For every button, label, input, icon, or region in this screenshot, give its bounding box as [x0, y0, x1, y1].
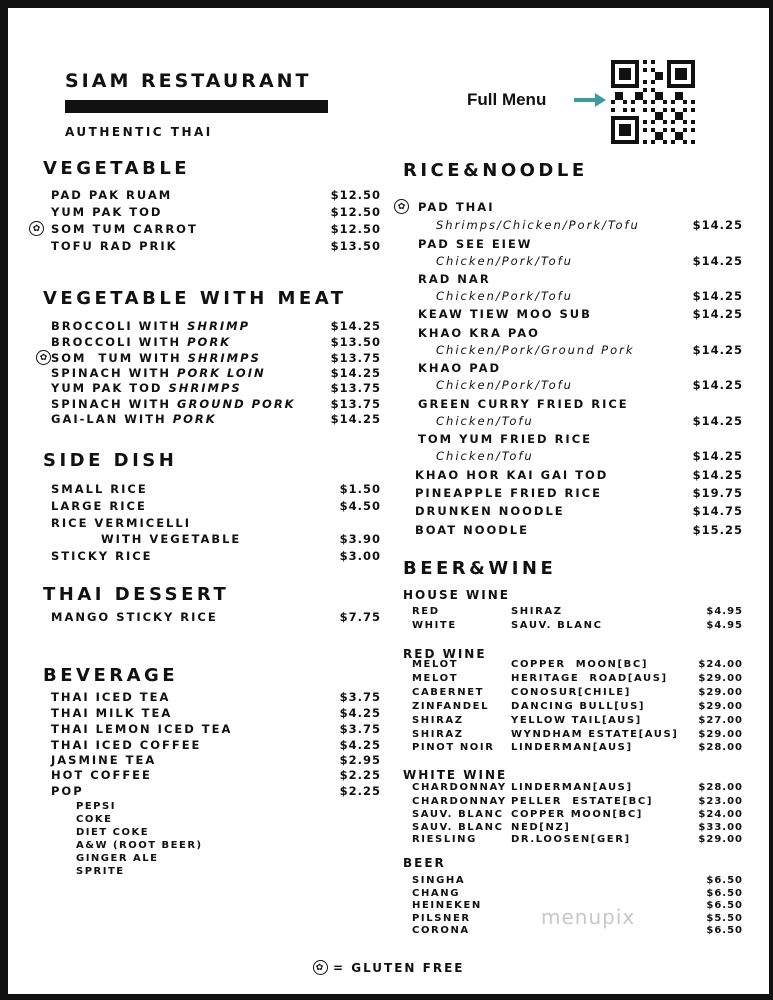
wine-variety: SAUV. BLANC [412, 822, 504, 833]
section-title-side-dish: SIDE DISH [43, 450, 178, 471]
wine-variety: PILSNER [412, 913, 471, 924]
wine-variety: CHARDONNAY [412, 782, 507, 793]
wine-price: $33.00 [698, 822, 743, 833]
gluten-free-icon: ✿ [313, 960, 328, 975]
wine-name: YELLOW TAIL[AUS] [511, 715, 642, 726]
item-name [51, 381, 242, 395]
item-base-name: YUM PAK TOD [51, 381, 169, 395]
item-base-name: BROCCOLI WITH [51, 335, 188, 349]
item-name: HOT COFFEE [51, 768, 152, 782]
item-base-name: SPINACH WITH [51, 366, 178, 380]
item-price: $14.25 [692, 378, 743, 392]
item-price: $14.25 [330, 366, 381, 380]
item-name: STICKY RICE [51, 549, 153, 563]
item-name: JASMINE TEA [51, 753, 157, 767]
qr-code-icon[interactable] [611, 60, 695, 144]
item-name [51, 412, 217, 426]
item-price: $13.50 [330, 239, 381, 253]
item-price: $2.25 [339, 784, 381, 798]
item-name: RICE VERMICELLI [51, 516, 191, 530]
item-name: WITH VEGETABLE [101, 532, 242, 546]
wine-variety: MELOT [412, 673, 459, 684]
section-title-rice-noodle: RICE&NOODLE [403, 160, 588, 181]
item-name: PAD SEE EIEW [418, 237, 533, 251]
item-price: $12.50 [330, 222, 381, 236]
item-price: $14.25 [330, 412, 381, 426]
item-meat: SHRIMPS [187, 351, 261, 365]
item-meat: PORK LOIN [177, 366, 266, 380]
item-options: Chicken/Pork/Tofu [436, 289, 573, 303]
item-meat: PORK [172, 412, 217, 426]
title-underline-bar [65, 100, 328, 113]
wine-price: $29.00 [698, 687, 743, 698]
item-options: Chicken/Pork/Tofu [436, 254, 573, 268]
wine-variety: PINOT NOIR [412, 742, 495, 753]
full-menu-link[interactable]: Full Menu [467, 90, 547, 109]
pop-option[interactable]: COKE [76, 814, 113, 825]
wine-price: $28.00 [698, 742, 743, 753]
item-price: $14.25 [692, 254, 743, 268]
wine-name: LINDERMAN[AUS] [511, 782, 633, 793]
item-name: PAD THAI [418, 200, 495, 214]
item-name: THAI ICED TEA [51, 690, 171, 704]
item-price: $7.75 [339, 610, 381, 624]
wine-name: COPPER MOON[BC] [511, 809, 643, 820]
item-name: YUM PAK TOD [51, 205, 163, 219]
wine-name: LINDERMAN[AUS] [511, 742, 633, 753]
wine-variety: CHARDONNAY [412, 796, 507, 807]
wine-price: $4.95 [706, 620, 743, 631]
wine-name: DANCING BULL[US] [511, 701, 646, 712]
item-name: POP [51, 784, 84, 798]
wine-variety: SAUV. BLANC [412, 809, 504, 820]
item-meat: PORK [187, 335, 232, 349]
item-base-name: SPINACH WITH [51, 397, 178, 411]
wine-variety: CABERNET [412, 687, 485, 698]
item-name: GREEN CURRY FRIED RICE [418, 397, 629, 411]
item-price: $1.50 [339, 482, 381, 496]
item-price: $14.25 [692, 414, 743, 428]
item-name: RAD NAR [418, 272, 491, 286]
item-name: THAI MILK TEA [51, 706, 173, 720]
wine-variety: ZINFANDEL [412, 701, 490, 712]
item-price: $14.25 [330, 319, 381, 333]
item-name: THAI ICED COFFEE [51, 738, 202, 752]
item-name: THAI LEMON ICED TEA [51, 722, 233, 736]
item-name: PINEAPPLE FRIED RICE [415, 486, 602, 500]
item-price: $14.25 [692, 218, 743, 232]
pop-option[interactable]: PEPSI [76, 801, 116, 812]
wine-price: $4.95 [706, 606, 743, 617]
item-options: Chicken/Tofu [436, 449, 534, 463]
red-wine-heading: RED WINE [403, 647, 487, 661]
item-price: $12.50 [330, 205, 381, 219]
house-wine-heading: HOUSE WINE [403, 588, 510, 602]
item-name [51, 319, 250, 333]
pop-option[interactable]: SPRITE [76, 866, 125, 877]
wine-name: CONOSUR[CHILE] [511, 687, 631, 698]
item-price: $4.25 [339, 738, 381, 752]
item-price: $4.50 [339, 499, 381, 513]
wine-price: $6.50 [706, 900, 743, 911]
restaurant-name: SIAM RESTAURANT [65, 70, 312, 92]
item-name: KEAW TIEW MOO SUB [418, 307, 592, 321]
wine-price: $23.00 [698, 796, 743, 807]
item-name: PAD PAK RUAM [51, 188, 173, 202]
wine-name: COPPER MOON[BC] [511, 659, 649, 670]
item-price: $13.50 [330, 335, 381, 349]
item-meat: SHRIMPS [168, 381, 242, 395]
section-title-vegetable-with-meat: VEGETABLE WITH MEAT [43, 288, 347, 309]
wine-name: NED[NZ] [511, 822, 571, 833]
item-name: LARGE RICE [51, 499, 147, 513]
pop-option[interactable]: DIET COKE [76, 827, 150, 838]
wine-name: SHIRAZ [511, 606, 563, 617]
item-name: SOM TUM CARROT [51, 222, 198, 236]
wine-price: $24.00 [698, 809, 743, 820]
item-name: KHAO KRA PAO [418, 326, 540, 340]
wine-variety: SHIRAZ [412, 715, 464, 726]
item-price: $13.75 [330, 381, 381, 395]
wine-name: PELLER ESTATE[BC] [511, 796, 653, 807]
arrow-right-icon [573, 92, 607, 108]
gluten-free-icon: ✿ [394, 199, 409, 214]
wine-price: $24.00 [698, 659, 743, 670]
item-price: $14.25 [692, 307, 743, 321]
item-price: $3.75 [339, 690, 381, 704]
item-price: $2.95 [339, 753, 381, 767]
wine-price: $5.50 [706, 913, 743, 924]
item-price: $15.25 [692, 523, 743, 537]
item-price: $19.75 [692, 486, 743, 500]
wine-price: $29.00 [698, 701, 743, 712]
item-name [51, 366, 266, 380]
item-name: TOFU RAD PRIK [51, 239, 178, 253]
wine-price: $28.00 [698, 782, 743, 793]
pop-option[interactable]: GINGER ALE [76, 853, 159, 864]
wine-name: HERITAGE ROAD[AUS] [511, 673, 668, 684]
item-options: Chicken/Pork/Ground Pork [436, 343, 635, 357]
item-price: $3.90 [339, 532, 381, 546]
item-price: $3.75 [339, 722, 381, 736]
item-base-name: BROCCOLI WITH [51, 319, 188, 333]
wine-variety: WHITE [412, 620, 457, 631]
item-options: Chicken/Pork/Tofu [436, 378, 573, 392]
section-title-thai-dessert: THAI DESSERT [43, 584, 230, 605]
wine-price: $6.50 [706, 875, 743, 886]
item-price: $14.75 [692, 504, 743, 518]
item-price: $2.25 [339, 768, 381, 782]
item-base-name: GAI-LAN WITH [51, 412, 173, 426]
item-name: TOM YUM FRIED RICE [418, 432, 593, 446]
item-price: $13.75 [330, 397, 381, 411]
item-price: $13.75 [330, 351, 381, 365]
item-name: BOAT NOODLE [415, 523, 529, 537]
gluten-free-icon: ✿ [36, 350, 51, 365]
wine-name: WYNDHAM ESTATE[AUS] [511, 729, 679, 740]
wine-variety: SHIRAZ [412, 729, 464, 740]
wine-price: $29.00 [698, 673, 743, 684]
item-base-name: SOM TUM WITH [51, 351, 188, 365]
wine-name: DR.LOOSEN[GER] [511, 834, 631, 845]
item-name [51, 351, 261, 365]
wine-price: $6.50 [706, 925, 743, 936]
item-options: Shrimps/Chicken/Pork/Tofu [436, 218, 640, 232]
wine-price: $29.00 [698, 729, 743, 740]
item-name: SMALL RICE [51, 482, 148, 496]
wine-variety: CHANG [412, 888, 461, 899]
tagline: AUTHENTIC THAI [65, 125, 213, 139]
item-meat: GROUND PORK [177, 397, 296, 411]
wine-variety: MELOT [412, 659, 459, 670]
wine-variety: CORONA [412, 925, 470, 936]
item-price: $12.50 [330, 188, 381, 202]
section-title-vegetable: VEGETABLE [43, 158, 191, 179]
item-price: $14.25 [692, 289, 743, 303]
item-price: $4.25 [339, 706, 381, 720]
wine-price: $27.00 [698, 715, 743, 726]
section-title-beer-wine: BEER&WINE [403, 558, 557, 579]
item-price: $3.00 [339, 549, 381, 563]
item-options: Chicken/Tofu [436, 414, 534, 428]
item-meat: SHRIMP [187, 319, 251, 333]
wine-price: $6.50 [706, 888, 743, 899]
pop-option[interactable]: A&W (ROOT BEER) [76, 840, 203, 851]
item-price: $14.25 [692, 468, 743, 482]
wine-name: SAUV. BLANC [511, 620, 603, 631]
wine-variety: SINGHA [412, 875, 466, 886]
watermark-logo: menupix [541, 905, 636, 929]
item-name: MANGO STICKY RICE [51, 610, 218, 624]
wine-price: $29.00 [698, 834, 743, 845]
wine-variety: RIESLING [412, 834, 477, 845]
wine-variety: RED [412, 606, 440, 617]
item-name: DRUNKEN NOODLE [415, 504, 565, 518]
beer-heading: BEER [403, 856, 446, 870]
white-wine-heading: WHITE WINE [403, 768, 508, 782]
section-title-beverage: BEVERAGE [43, 665, 179, 686]
wine-variety: HEINEKEN [412, 900, 482, 911]
item-name: KHAO PAD [418, 361, 502, 375]
item-name [51, 335, 231, 349]
gluten-free-icon: ✿ [29, 221, 44, 236]
item-price: $14.25 [692, 343, 743, 357]
item-name [51, 397, 296, 411]
item-name: KHAO HOR KAI GAI TOD [415, 468, 609, 482]
gluten-free-legend [313, 960, 464, 975]
gluten-free-legend-text: = GLUTEN FREE [333, 960, 465, 975]
item-price: $14.25 [692, 449, 743, 463]
